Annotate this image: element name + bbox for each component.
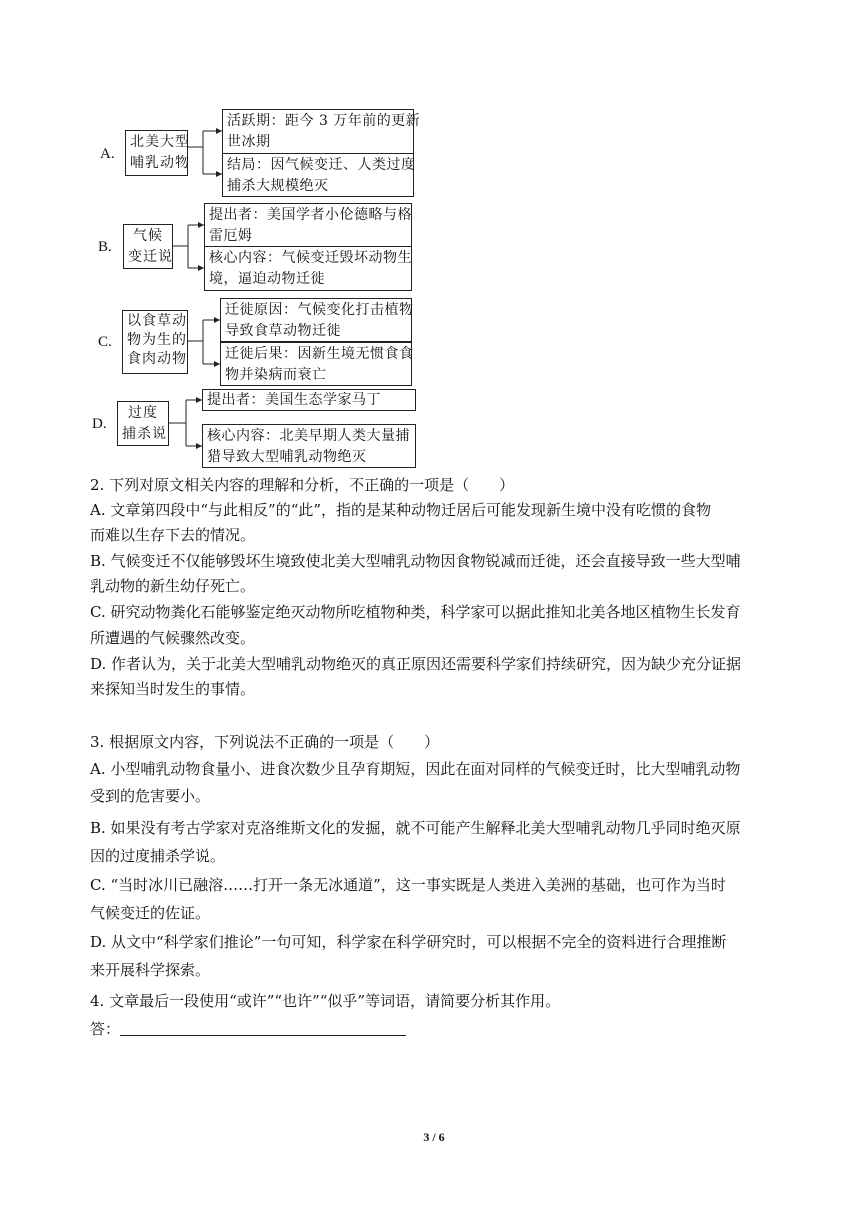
option-c-target-box-2 — [220, 342, 412, 386]
q2-option-d-line-1: D. 作者认为，关于北美大型哺乳动物绝灭的真正原因还需要科学家们持续研究，因为缺少充分证据 — [90, 655, 742, 673]
q3-option-a-line-1: A. 小型哺乳动物食量小、进食次数少且孕育期短，因此在面对同样的气候变迁时，比大型哺乳动物 — [90, 760, 741, 778]
q2-option-c-line-2: 所遭遇的气候骤然改变。 — [90, 629, 256, 647]
target-line: 迁徙原因：气候变化打击植物 — [225, 302, 414, 318]
q3-option-c-line-2: 气候变迁的佐证。 — [90, 904, 211, 922]
option-a-target-box-1 — [222, 109, 421, 155]
q2-option-b-line-2: 乳动物的新生幼仔死亡。 — [90, 577, 256, 595]
target-line: 提出者：美国生态学家马丁 — [207, 392, 381, 408]
answer-blank-line[interactable] — [120, 1035, 406, 1036]
target-line: 核心内容：气候变迁毁坏动物生 — [209, 250, 412, 266]
q2-option-a-line-2: 而难以生存下去的情况。 — [90, 526, 256, 544]
target-line: 核心内容：北美早期人类大量捕 — [207, 428, 410, 444]
target-line: 物并染病而衰亡 — [225, 367, 327, 383]
option-c-target-box-1 — [220, 298, 412, 342]
option-b-source-box — [123, 224, 173, 269]
source-line: 气候 — [133, 228, 163, 244]
answer-label: 答： — [90, 1020, 121, 1038]
option-b-target-box-1 — [204, 203, 412, 248]
source-line: 变迁说 — [128, 249, 173, 265]
question-4-stem: 4. 文章最后一段使用“或许”“也许”“似乎”等词语，请简要分析其作用。 — [90, 992, 561, 1010]
q2-option-a-line-1: A. 文章第四段中“与此相反”的“此”，指的是某种动物迁居后可能发现新生境中没有吃惯的食物 — [90, 501, 712, 519]
source-line: 北美大型 — [130, 134, 190, 150]
source-line: 物为生的 — [127, 332, 187, 348]
option-b-letter: B. — [98, 239, 112, 255]
q3-option-c-line-1: C. “当时冰川已融溶……打开一条无冰通道”，这一事实既是人类进入美洲的基础，也可作为当时 — [90, 876, 726, 894]
source-line: 捕杀说 — [122, 426, 167, 442]
q3-option-b-line-1: B. 如果没有考古学家对克洛维斯文化的发掘，就不可能产生解释北美大型哺乳动物几乎同时绝灭原 — [90, 819, 741, 837]
q3-option-a-line-2: 受到的危害要小。 — [90, 787, 211, 805]
q3-option-b-line-2: 因的过度捕杀学说。 — [90, 847, 226, 865]
question-2-stem: 2. 下列对原文相关内容的理解和分析，不正确的一项是（ ） — [90, 476, 515, 494]
option-d-target-box-1 — [202, 389, 416, 411]
target-line: 世冰期 — [227, 134, 271, 150]
option-d-source-box — [117, 401, 169, 446]
option-a-target-box-2 — [222, 153, 414, 197]
option-a-source-box — [125, 130, 188, 176]
target-line: 提出者：美国学者小伦德略与格 — [209, 207, 412, 223]
option-d-letter: D. — [92, 416, 107, 432]
target-line: 导致食草动物迁徙 — [225, 323, 341, 339]
target-line: 境，逼迫动物迁徙 — [209, 271, 325, 287]
q2-option-c-line-1: C. 研究动物粪化石能够鉴定绝灭动物所吃植物种类，科学家可以据此推知北美各地区植物生长发育 — [90, 603, 741, 621]
option-a-letter: A. — [100, 146, 115, 162]
page-number: 3 / 6 — [423, 1130, 445, 1144]
option-b-target-box-2 — [204, 246, 412, 291]
q3-option-d-line-2: 来开展科学探索。 — [90, 961, 211, 979]
source-line: 哺乳动物 — [130, 155, 190, 171]
target-line: 迁徙后果：因新生境无惯食食 — [225, 346, 414, 362]
q3-option-d-line-1: D. 从文中“科学家们推论”一句可知，科学家在科学研究时，可以根据不完全的资料进行合理推断 — [90, 933, 727, 951]
question-3-stem: 3. 根据原文内容，下列说法不正确的一项是（ ） — [90, 733, 440, 751]
target-line: 结局：因气候变迁、人类过度 — [227, 157, 416, 173]
source-line: 以食草动 — [127, 313, 187, 329]
option-c-source-box — [122, 310, 188, 374]
q2-option-d-line-2: 来探知当时发生的事情。 — [90, 680, 256, 698]
target-line: 活跃期：距今 3 万年前的更新 — [227, 113, 421, 129]
source-line: 过度 — [128, 405, 158, 421]
target-line: 捕杀大规模绝灭 — [227, 178, 329, 194]
option-c-letter: C. — [98, 334, 112, 350]
target-line: 猎导致大型哺乳动物绝灭 — [207, 449, 367, 465]
q2-option-b-line-1: B. 气候变迁不仅能够毁坏生境致使北美大型哺乳动物因食物锐减而迁徙，还会直接导致一些大型哺 — [90, 552, 741, 570]
target-line: 雷厄姆 — [209, 228, 253, 244]
source-line: 食肉动物 — [127, 351, 187, 367]
option-d-target-box-2 — [202, 424, 416, 468]
